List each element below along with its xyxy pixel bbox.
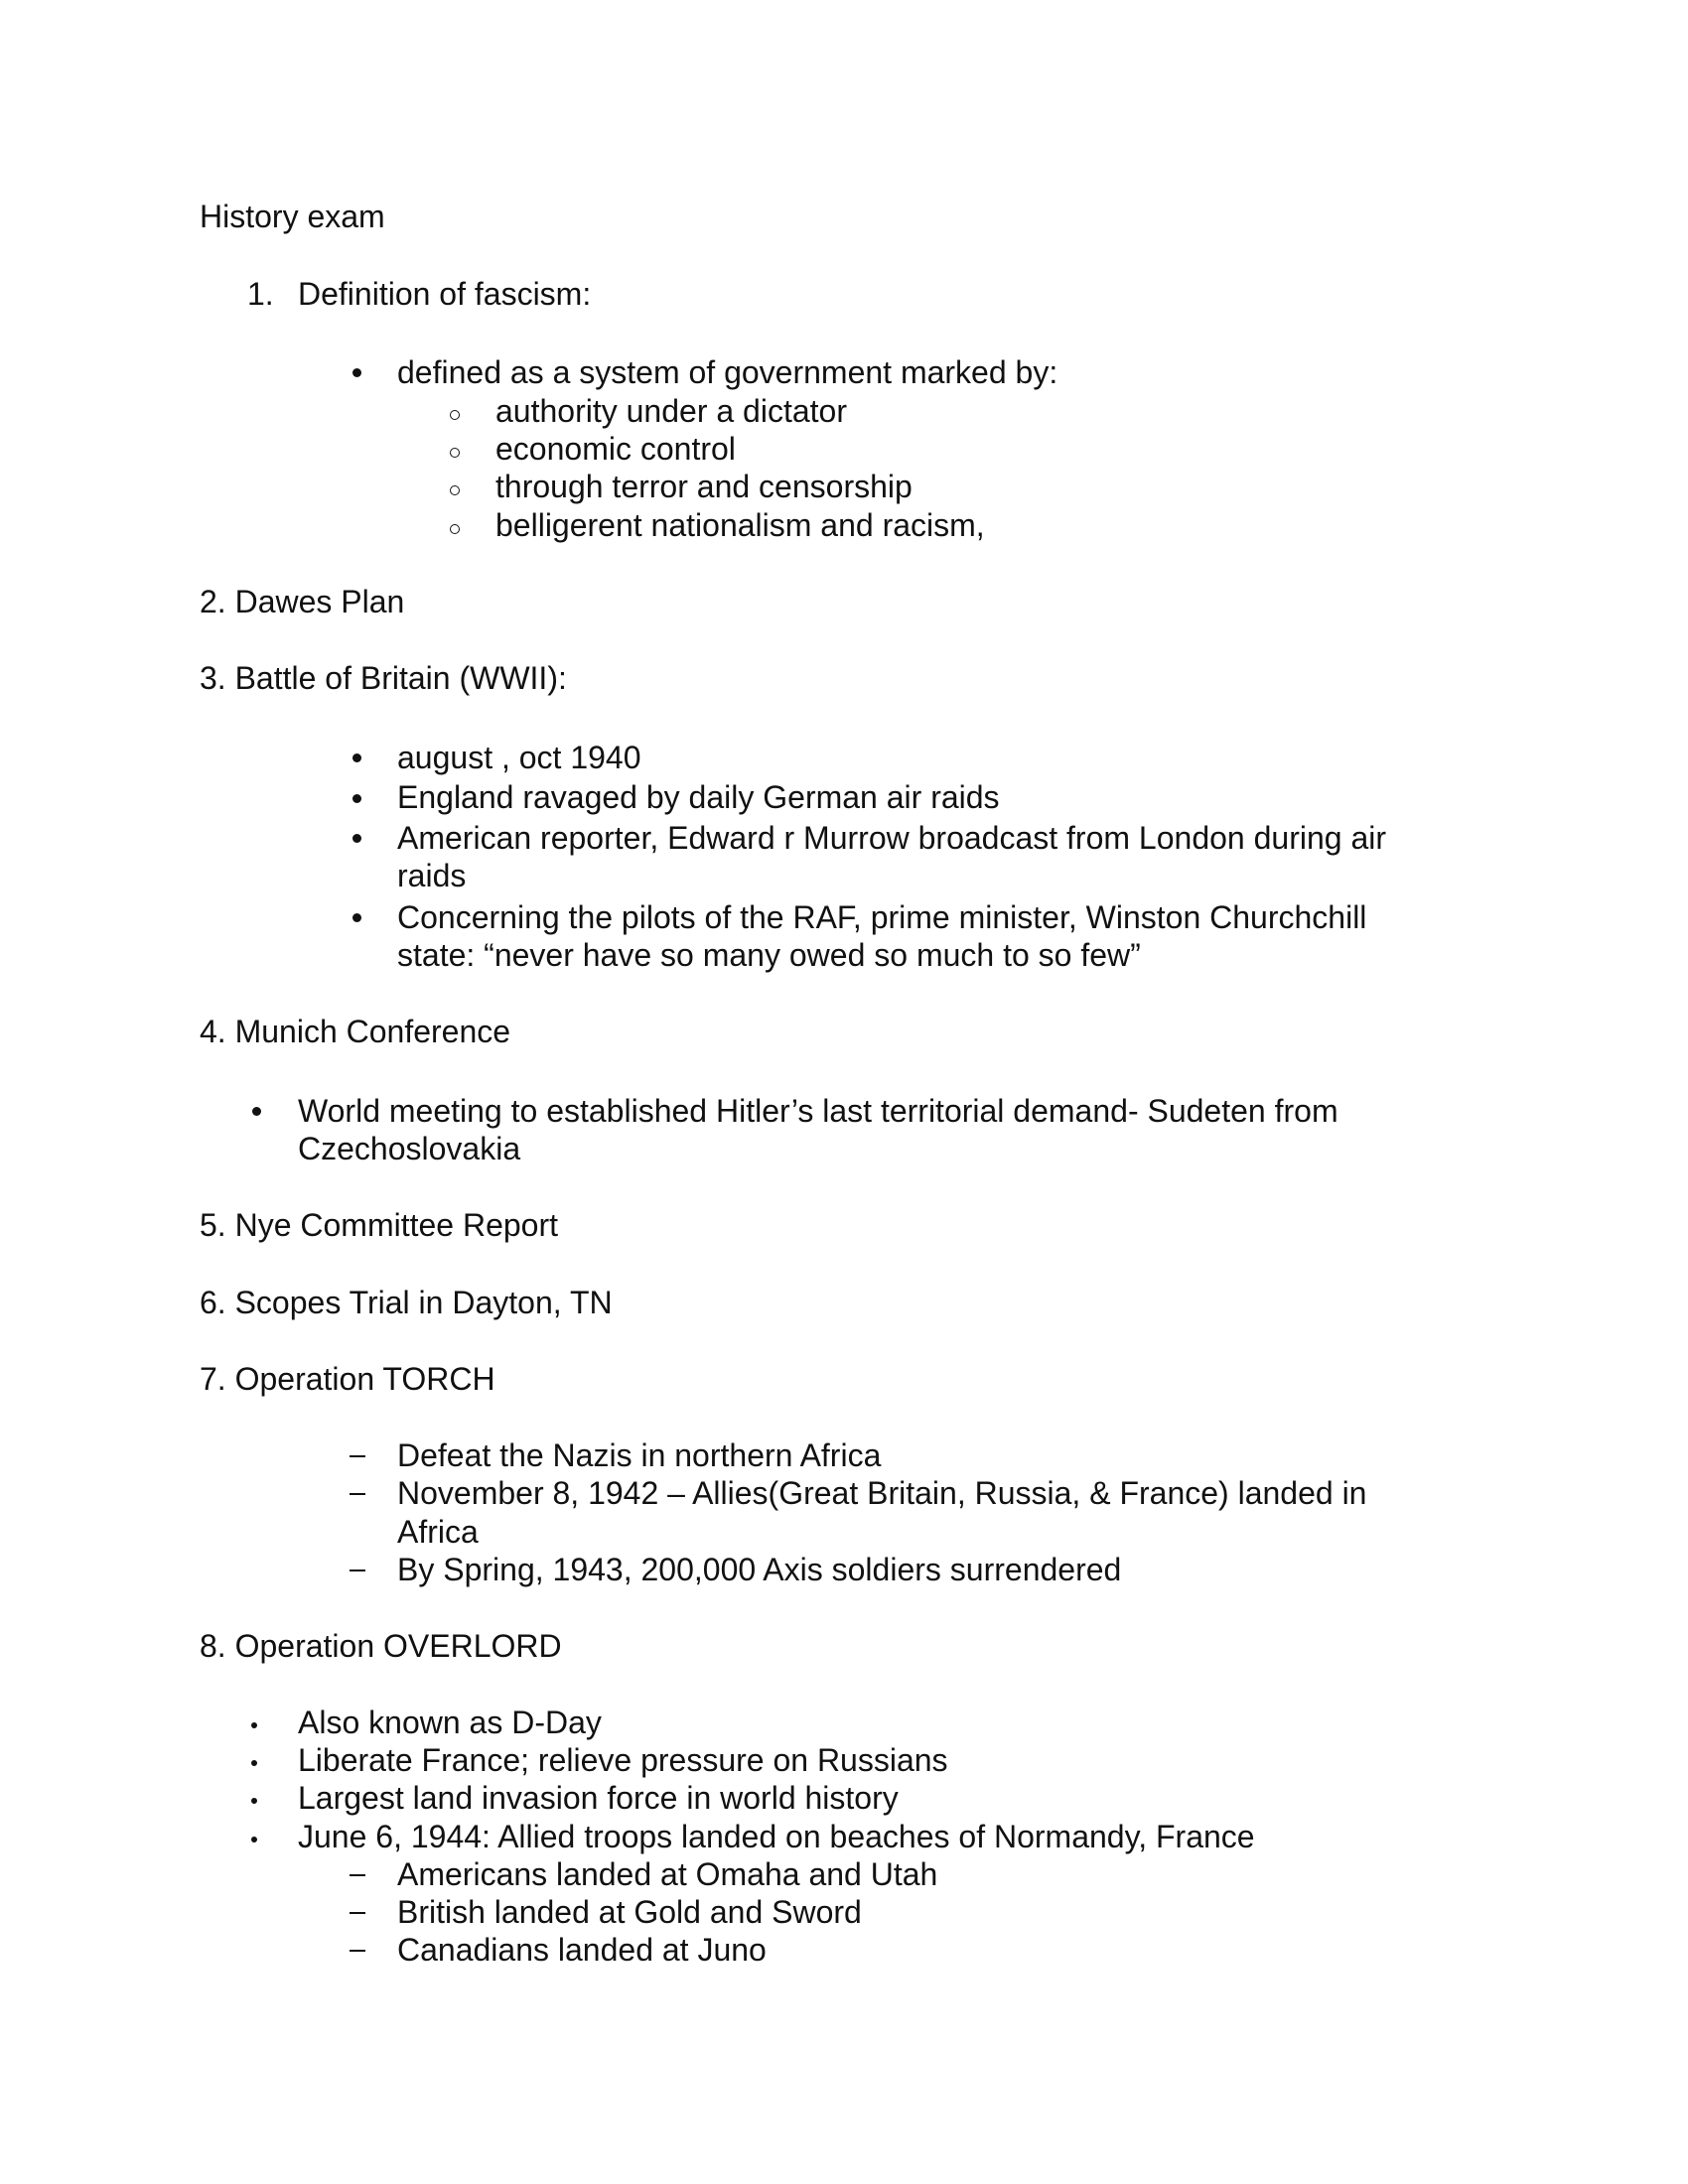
q3-bullet: Concerning the pilots of the RAF, prime minister, Winston Churchchill bbox=[397, 899, 1367, 935]
q7-item: By Spring, 1943, 200,000 Axis soldiers surrendered bbox=[397, 1552, 1122, 1587]
q3-bullet-continuation: state: “never have so many owed so much to so few” bbox=[397, 937, 1141, 973]
dash-bullet-icon bbox=[350, 1950, 365, 1952]
bullet-icon bbox=[252, 1107, 261, 1116]
q7-heading: 7. Operation TORCH bbox=[200, 1361, 495, 1397]
bullet-icon bbox=[352, 913, 361, 922]
circle-bullet-icon bbox=[450, 485, 460, 495]
q4-heading: 4. Munich Conference bbox=[200, 1014, 511, 1049]
document-title: History exam bbox=[200, 199, 385, 234]
bullet-icon bbox=[251, 1760, 257, 1766]
bullet-icon bbox=[352, 794, 361, 803]
q8-heading: 8. Operation OVERLORD bbox=[200, 1628, 562, 1664]
bullet-icon bbox=[251, 1837, 257, 1843]
bullet-icon bbox=[352, 368, 361, 377]
q1-heading: Definition of fascism: bbox=[298, 276, 592, 312]
q5-heading: 5. Nye Committee Report bbox=[200, 1207, 559, 1243]
dash-bullet-icon bbox=[350, 1493, 365, 1495]
q1-bullet: defined as a system of government marked by: bbox=[397, 354, 1058, 390]
circle-bullet-icon bbox=[450, 524, 460, 534]
q8-subitem: Canadians landed at Juno bbox=[397, 1932, 767, 1968]
q7-item: November 8, 1942 – Allies(Great Britain, Russia, & France) landed in bbox=[397, 1475, 1367, 1511]
q3-bullet: august , oct 1940 bbox=[397, 740, 641, 775]
circle-bullet-icon bbox=[450, 448, 460, 458]
q1-subitem: belligerent nationalism and racism, bbox=[495, 507, 985, 543]
q8-bullet: June 6, 1944: Allied troops landed on beaches of Normandy, France bbox=[298, 1819, 1255, 1854]
q8-bullet: Liberate France; relieve pressure on Russians bbox=[298, 1742, 948, 1778]
bullet-icon bbox=[251, 1798, 257, 1804]
bullet-icon bbox=[352, 834, 361, 843]
q8-bullet: Also known as D-Day bbox=[298, 1705, 602, 1740]
bullet-icon bbox=[251, 1722, 257, 1728]
q4-bullet-continuation: Czechoslovakia bbox=[298, 1131, 521, 1166]
q4-bullet: World meeting to established Hitler’s last territorial demand- Sudeten from bbox=[298, 1093, 1338, 1129]
q3-heading: 3. Battle of Britain (WWII): bbox=[200, 660, 567, 696]
q2-heading: 2. Dawes Plan bbox=[200, 584, 405, 619]
dash-bullet-icon bbox=[350, 1570, 365, 1571]
q8-bullet: Largest land invasion force in world history bbox=[298, 1780, 899, 1816]
dash-bullet-icon bbox=[350, 1874, 365, 1876]
q1-subitem: authority under a dictator bbox=[495, 393, 847, 429]
q6-heading: 6. Scopes Trial in Dayton, TN bbox=[200, 1285, 613, 1320]
q8-subitem: British landed at Gold and Sword bbox=[397, 1894, 862, 1930]
q7-item-continuation: Africa bbox=[397, 1514, 479, 1550]
q3-bullet-continuation: raids bbox=[397, 858, 467, 893]
bullet-icon bbox=[352, 753, 361, 762]
q1-subitem: economic control bbox=[495, 431, 736, 467]
q7-item: Defeat the Nazis in northern Africa bbox=[397, 1437, 882, 1473]
q1-number: 1. bbox=[247, 276, 274, 312]
q3-bullet: England ravaged by daily German air raids bbox=[397, 779, 1000, 815]
dash-bullet-icon bbox=[350, 1455, 365, 1457]
circle-bullet-icon bbox=[450, 410, 460, 420]
q3-bullet: American reporter, Edward r Murrow broadcast from London during air bbox=[397, 820, 1386, 856]
q1-subitem: through terror and censorship bbox=[495, 469, 913, 504]
q8-subitem: Americans landed at Omaha and Utah bbox=[397, 1856, 938, 1892]
dash-bullet-icon bbox=[350, 1912, 365, 1914]
